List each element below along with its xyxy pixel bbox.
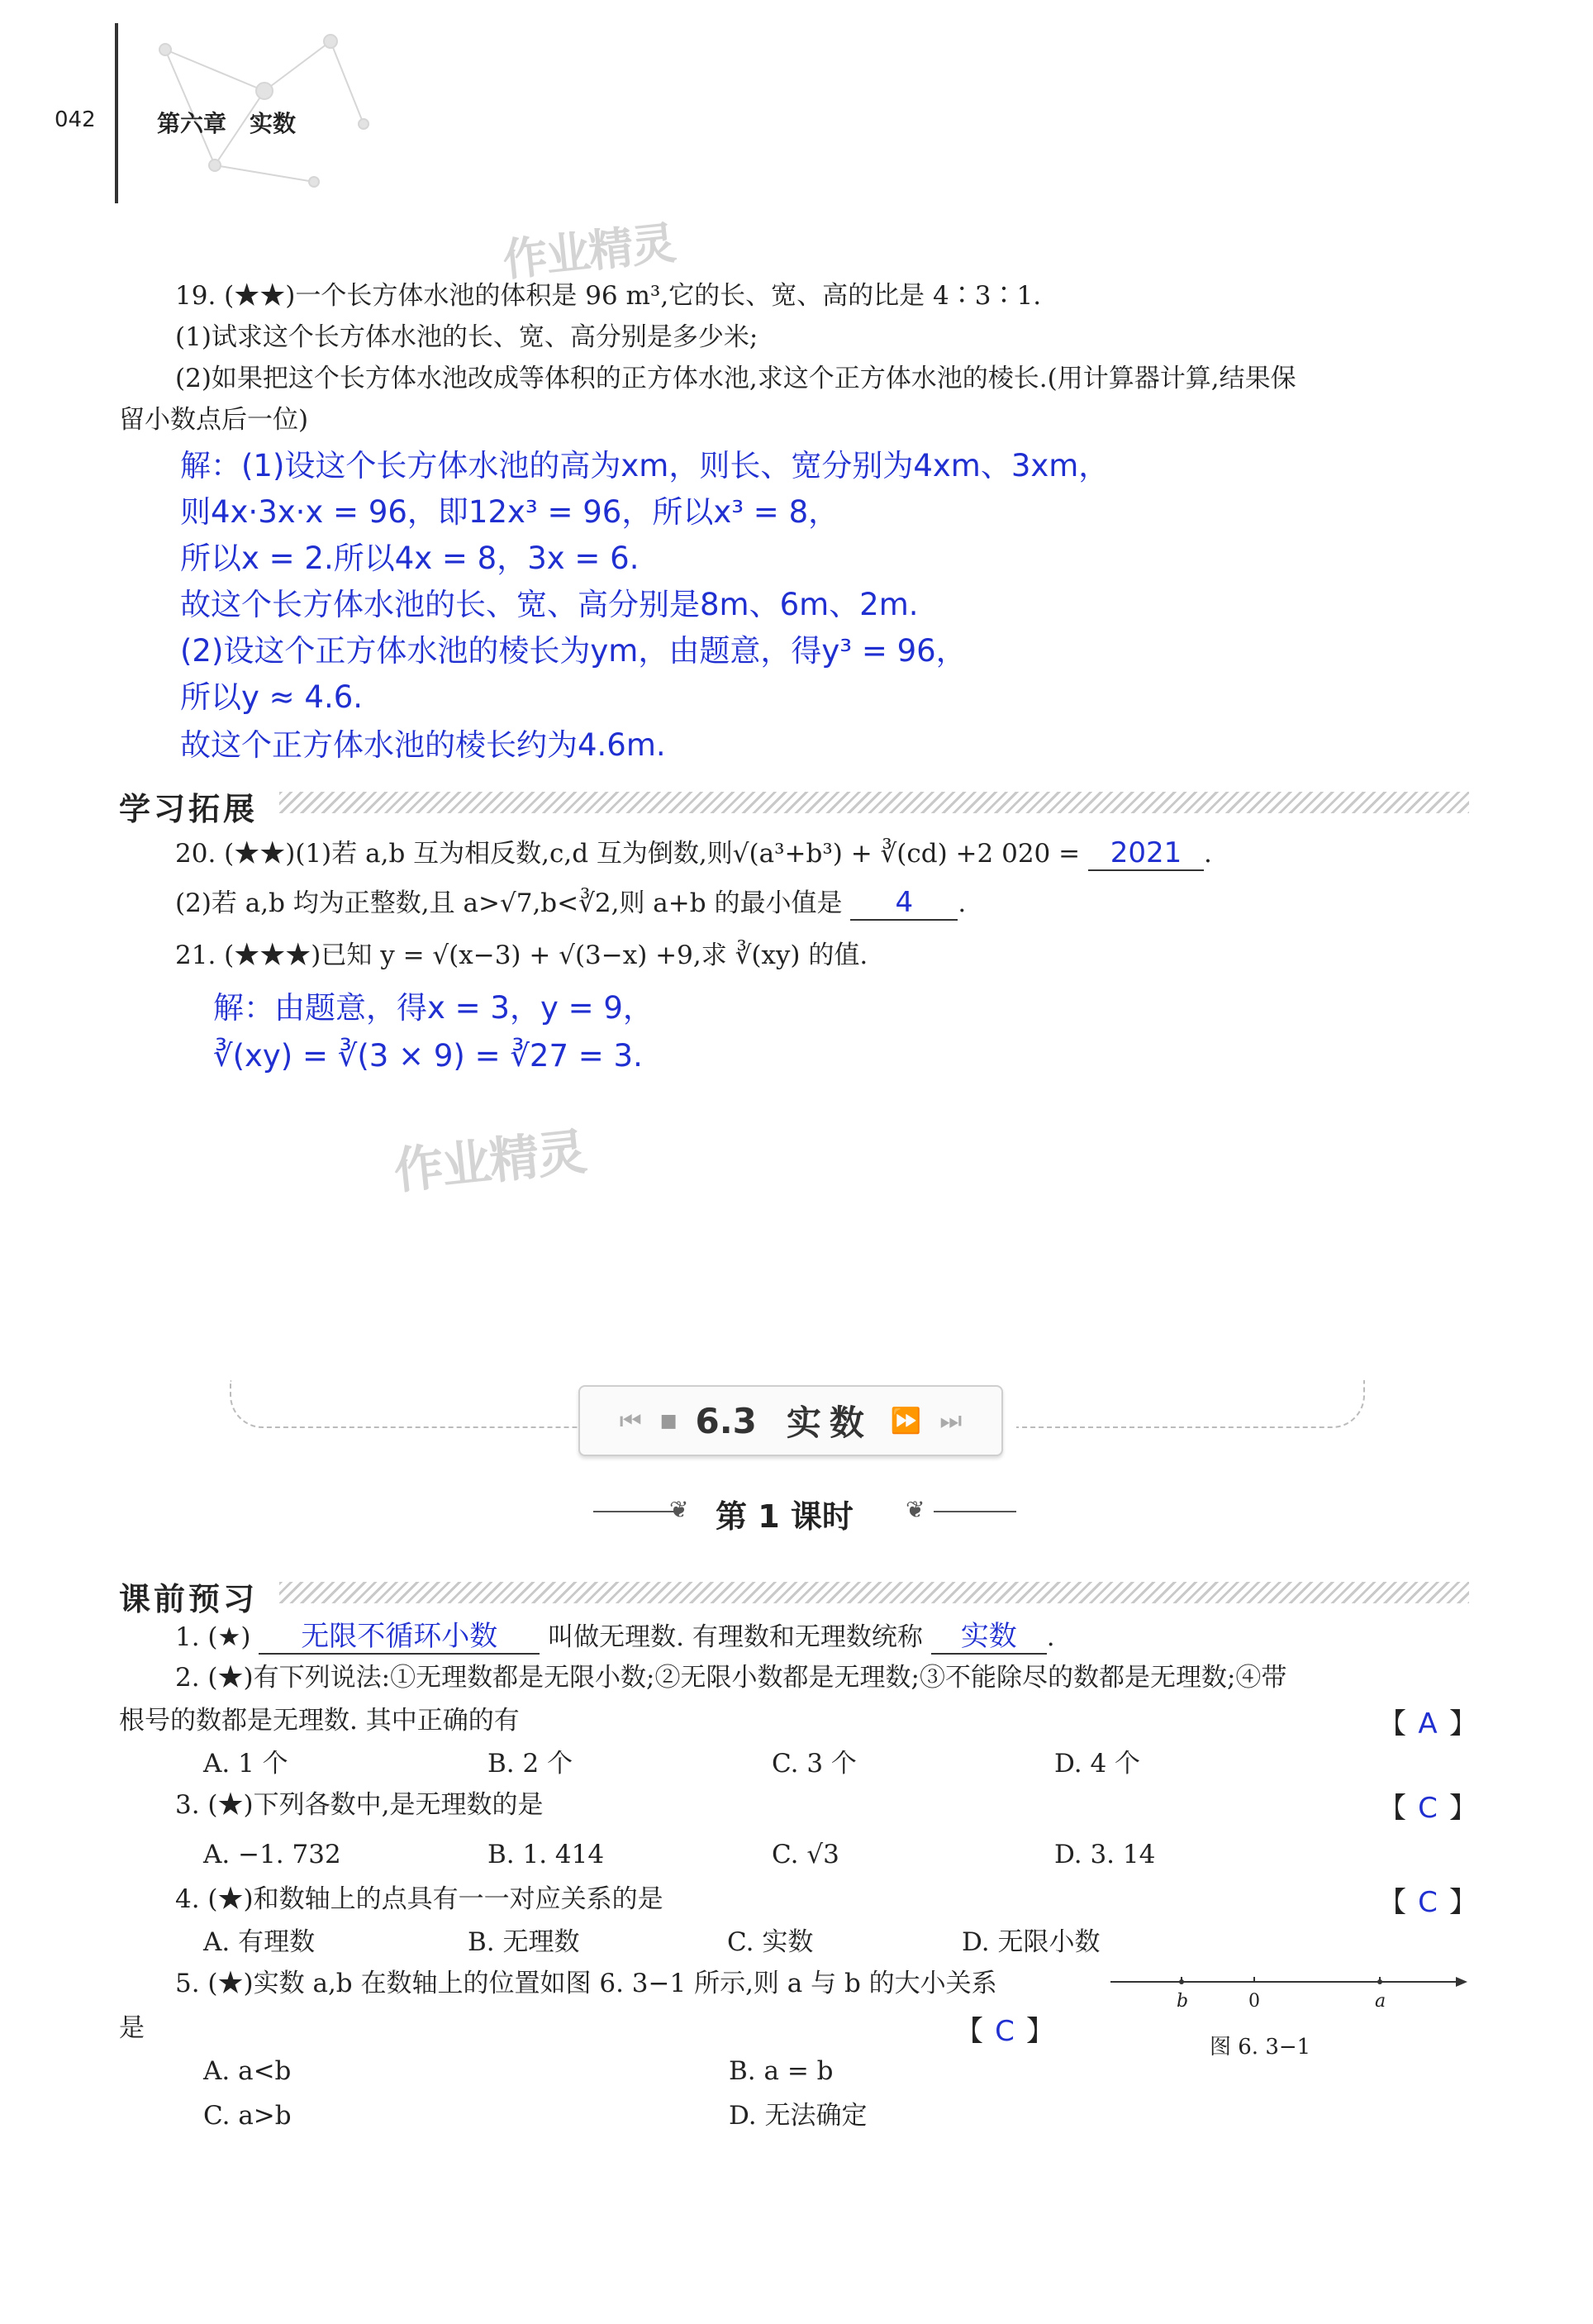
lesson-title-ornament-left [593, 1511, 676, 1512]
q3-option: D. 3. 14 [1054, 1840, 1156, 1869]
lesson-title: 第 1 课时 [716, 1498, 854, 1535]
q1-answer2: 实数 [931, 1620, 1047, 1655]
q20-part1-answer: 2021 [1088, 836, 1204, 871]
banner-number: 6.3 [695, 1400, 757, 1441]
q5-line1: 5. (★)实数 a,b 在数轴上的位置如图 6. 3−1 所示,则 a 与 b 的大小关系 [175, 1969, 997, 1998]
q1-middle: 叫做无理数. 有理数和无理数统称 [548, 1622, 923, 1652]
q20-part2-text: (2)若 a,b 均为正整数,且 a>√7,b<∛2,则 a+b 的最小值是 [175, 888, 843, 918]
q19-solution-line: 所以x = 2.所以4x = 8，3x = 6. [180, 541, 640, 576]
lesson-title-ornament-right [934, 1511, 1016, 1512]
q5-option: B. a = b [729, 2056, 834, 2086]
q4-option: D. 无限小数 [962, 1927, 1101, 1957]
q4-option: A. 有理数 [203, 1927, 316, 1957]
q5-option: C. a>b [203, 2101, 292, 2131]
q3-answer: C [1418, 1792, 1438, 1825]
q1: 1. (★) 无限不循环小数 叫做无理数. 有理数和无理数统称 实数 . [175, 1620, 1055, 1653]
q4-option: C. 实数 [727, 1927, 814, 1957]
header-divider [115, 23, 118, 203]
q19-part1: (1)试求这个长方体水池的长、宽、高分别是多少米; [175, 322, 758, 352]
q2-option: D. 4 个 [1054, 1749, 1141, 1779]
q5-answer: C [995, 2015, 1015, 2048]
label-a: a [1375, 1991, 1386, 2012]
q1-answer1: 无限不循环小数 [259, 1620, 540, 1655]
q19-solution-line: 故这个长方体水池的长、宽、高分别是8m、6m、2m. [180, 587, 919, 622]
label-0: 0 [1248, 1991, 1260, 2012]
stop-icon: ■ [659, 1410, 678, 1431]
q2-option: B. 2 个 [487, 1749, 573, 1779]
q20-part1: 20. (★★)(1)若 a,b 互为相反数,c,d 互为倒数,则√(a³+b³) + ∛(cd) +2 020 = 2021 . [175, 836, 1212, 869]
number-line-figure [1107, 1964, 1471, 2030]
q5-option: A. a<b [203, 2056, 292, 2086]
q19-stem: 19. (★★)一个长方体水池的体积是 96 m³,它的长、宽、高的比是 4∶3∶1. [175, 281, 1042, 311]
label-b: b [1177, 1991, 1189, 2012]
q19-solution-line: (2)设这个正方体水池的棱长为ym，由题意，得y³ = 96， [180, 633, 967, 669]
q20-part2: (2)若 a,b 均为正整数,且 a>√7,b<∛2,则 a+b 的最小值是 4 . [175, 886, 967, 919]
q19-solution-line: 解：(1)设这个长方体水池的高为xm，则长、宽分别为4xm、3xm， [180, 448, 1110, 483]
number-line-arrow-icon [1456, 1977, 1467, 1987]
q5-line2: 是 [119, 2013, 145, 2043]
q21-solution-line: 解：由题意，得x = 3，y = 9， [213, 990, 654, 1026]
q4-answer: C [1418, 1886, 1438, 1919]
q1-prefix: 1. (★) [175, 1622, 251, 1652]
skip-forward-icon: ⏭ [939, 1406, 963, 1436]
q19-solution-line: 故这个正方体水池的棱长约为4.6m. [180, 727, 666, 763]
q2-line1: 2. (★)有下列说法:①无理数都是无限小数;②无限小数都是无理数;③不能除尽的数都是无理数;④带 [175, 1663, 1287, 1693]
q5-option: D. 无法确定 [729, 2101, 868, 2131]
q19-part2-line1: (2)如果把这个长方体水池改成等体积的正方体水池,求这个正方体水池的棱长.(用计算器计算,结果保 [175, 364, 1296, 393]
q3-option: C. √3 [772, 1840, 839, 1869]
q20-part1-text: 20. (★★)(1)若 a,b 互为相反数,c,d 互为倒数,则√(a³+b³) + ∛(cd) +2 020 = [175, 839, 1081, 869]
section-banner [578, 1385, 1003, 1456]
q21-stem: 21. (★★★)已知 y = √(x−3) + √(3−x) +9,求 ∛(xy) 的值. [175, 941, 868, 970]
skip-back-icon: ⏮ [619, 1406, 642, 1436]
section-heading-expand: 学习拓展 [119, 791, 259, 827]
q4-stem: 4. (★)和数轴上的点具有一一对应关系的是 [175, 1884, 663, 1914]
section-hatch [279, 1582, 1469, 1603]
forward-icon: ⏩ [890, 1406, 922, 1436]
q2-option: C. 3 个 [772, 1749, 857, 1779]
q2-option: A. 1 个 [203, 1749, 288, 1779]
section-hatch [279, 792, 1469, 813]
q2-answer: A [1418, 1707, 1438, 1741]
ornament-icon: ❦ [906, 1496, 925, 1523]
q20-part2-answer: 4 [850, 886, 958, 921]
q2-line2: 根号的数都是无理数. 其中正确的有 [119, 1706, 520, 1736]
banner-title: 实数 [786, 1402, 873, 1443]
point-a [1377, 1979, 1382, 1984]
q5-answer-bracket: 【 C 】 [955, 2015, 1054, 2048]
q3-option: B. 1. 414 [487, 1840, 605, 1869]
q19-solution-line: 所以y ≈ 4.6. [180, 679, 364, 715]
q3-answer-bracket: 【 C 】 [1378, 1792, 1477, 1825]
chapter-title: 第六章 实数 [157, 110, 297, 137]
q4-answer-bracket: 【 C 】 [1378, 1886, 1477, 1919]
ornament-icon: ❦ [669, 1496, 689, 1523]
page-number: 042 [55, 107, 96, 132]
banner-line-left [230, 1380, 578, 1428]
watermark: 作业精灵 [500, 217, 678, 287]
q19-solution-line: 则4x·3x·x = 96，即12x³ = 96，所以x³ = 8， [180, 494, 839, 530]
watermark: 作业精灵 [391, 1123, 588, 1201]
q4-option: B. 无理数 [468, 1927, 580, 1957]
point-b [1179, 1979, 1184, 1984]
section-heading-preview: 课前预习 [119, 1581, 259, 1617]
q3-stem: 3. (★)下列各数中,是无理数的是 [175, 1790, 544, 1820]
banner-line-right [1016, 1380, 1365, 1428]
q3-option: A. −1. 732 [203, 1840, 341, 1869]
q19-part2-line2: 留小数点后一位) [119, 405, 309, 435]
q21-solution-line: ∛(xy) = ∛(3 × 9) = ∛27 = 3. [213, 1038, 643, 1074]
figure-caption: 图 6. 3−1 [1210, 2035, 1311, 2060]
q2-answer-bracket: 【 A 】 [1378, 1707, 1477, 1741]
